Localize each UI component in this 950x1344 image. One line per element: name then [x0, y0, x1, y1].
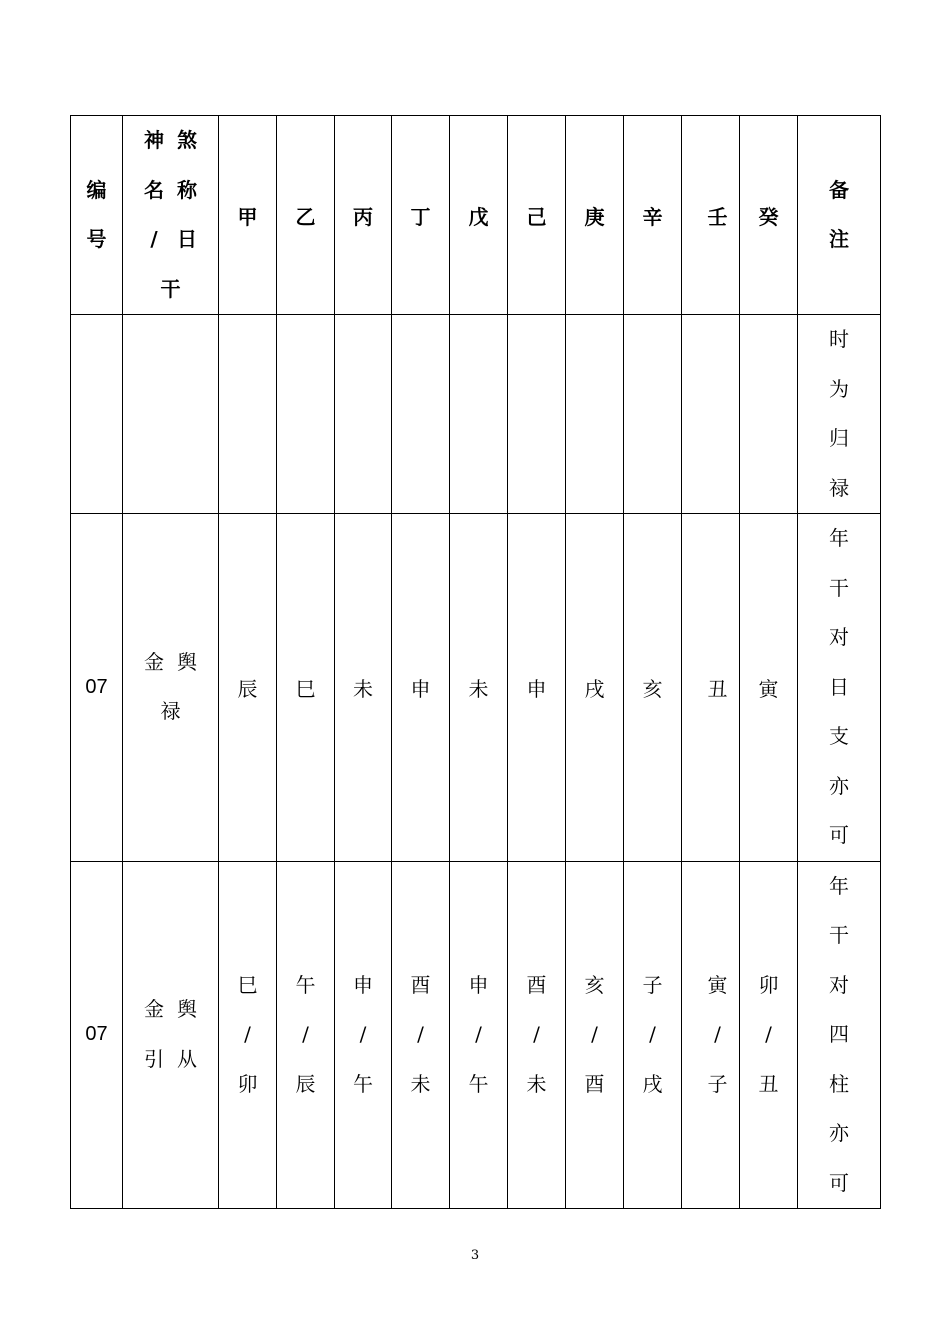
header-stem-bing: 丙: [335, 116, 392, 315]
row-cell: [740, 315, 798, 514]
row-remark-text: 时 为 归 禄: [829, 327, 849, 500]
header-stem-ji: 己: [508, 116, 566, 315]
row-name-text: 金 舆 禄: [144, 649, 197, 724]
row-id: [71, 315, 123, 514]
row-id: 07: [71, 514, 123, 862]
row-cell: 午 / 辰: [277, 861, 335, 1209]
row-cell: 辰: [219, 514, 277, 862]
row-cell: [682, 315, 740, 514]
table-row: [71, 861, 881, 1209]
page-number: 3: [470, 1248, 480, 1263]
header-row: [71, 116, 881, 315]
row-cell: 申 / 午: [335, 861, 392, 1209]
header-remark: [798, 116, 881, 315]
row-cell: [508, 315, 566, 514]
row-name: [123, 514, 219, 862]
row-cell: 巳: [277, 514, 335, 862]
row-remark: [798, 514, 881, 862]
row-cell: 酉 / 未: [508, 861, 566, 1209]
row-cell: 亥 / 酉: [566, 861, 624, 1209]
row-cell: [392, 315, 450, 514]
row-cell: 子 / 戌: [624, 861, 682, 1209]
row-cell: [219, 315, 277, 514]
shensha-table: [70, 115, 881, 1209]
row-name-text: 金 舆引 从: [144, 997, 197, 1071]
row-remark: [798, 861, 881, 1209]
row-cell: 未: [335, 514, 392, 862]
header-stem-ding: 丁: [392, 116, 450, 315]
header-stem-gui: 癸: [740, 116, 798, 315]
row-cell: 酉 / 未: [392, 861, 450, 1209]
row-cell: 寅 / 子: [682, 861, 740, 1209]
header-stem-ren: 壬: [682, 116, 740, 315]
header-stem-xin: 辛: [624, 116, 682, 315]
row-cell: 寅: [740, 514, 798, 862]
header-name-text: 神 煞名 称/ 日 干: [144, 128, 197, 301]
row-cell: 申: [508, 514, 566, 862]
row-id: 07: [71, 861, 123, 1209]
header-stem-yi: 乙: [277, 116, 335, 315]
row-name: [123, 861, 219, 1209]
header-stem-wu: 戊: [450, 116, 508, 315]
header-id-text: 编 号: [86, 177, 107, 251]
row-remark-text: 年 干 对 四 柱 亦 可: [829, 873, 849, 1195]
row-cell: 巳 / 卯: [219, 861, 277, 1209]
header-stem-jia: 甲: [219, 116, 277, 315]
row-cell: [277, 315, 335, 514]
row-remark: [798, 315, 881, 514]
row-cell: 卯 / 丑: [740, 861, 798, 1209]
row-cell: [624, 315, 682, 514]
row-cell: [450, 315, 508, 514]
row-cell: [335, 315, 392, 514]
table-row: [71, 514, 881, 862]
row-cell: 申: [392, 514, 450, 862]
table-row: [71, 315, 881, 514]
row-cell: 亥: [624, 514, 682, 862]
row-cell: [566, 315, 624, 514]
row-remark-text: 年 干 对 日 支 亦 可: [829, 526, 849, 847]
header-name: [123, 116, 219, 315]
row-cell: 丑: [682, 514, 740, 862]
header-id: [71, 116, 123, 315]
header-remark-text: 备 注: [829, 177, 849, 251]
row-name: [123, 315, 219, 514]
row-cell: 戌: [566, 514, 624, 862]
header-stem-geng: 庚: [566, 116, 624, 315]
row-cell: 申 / 午: [450, 861, 508, 1209]
row-cell: 未: [450, 514, 508, 862]
